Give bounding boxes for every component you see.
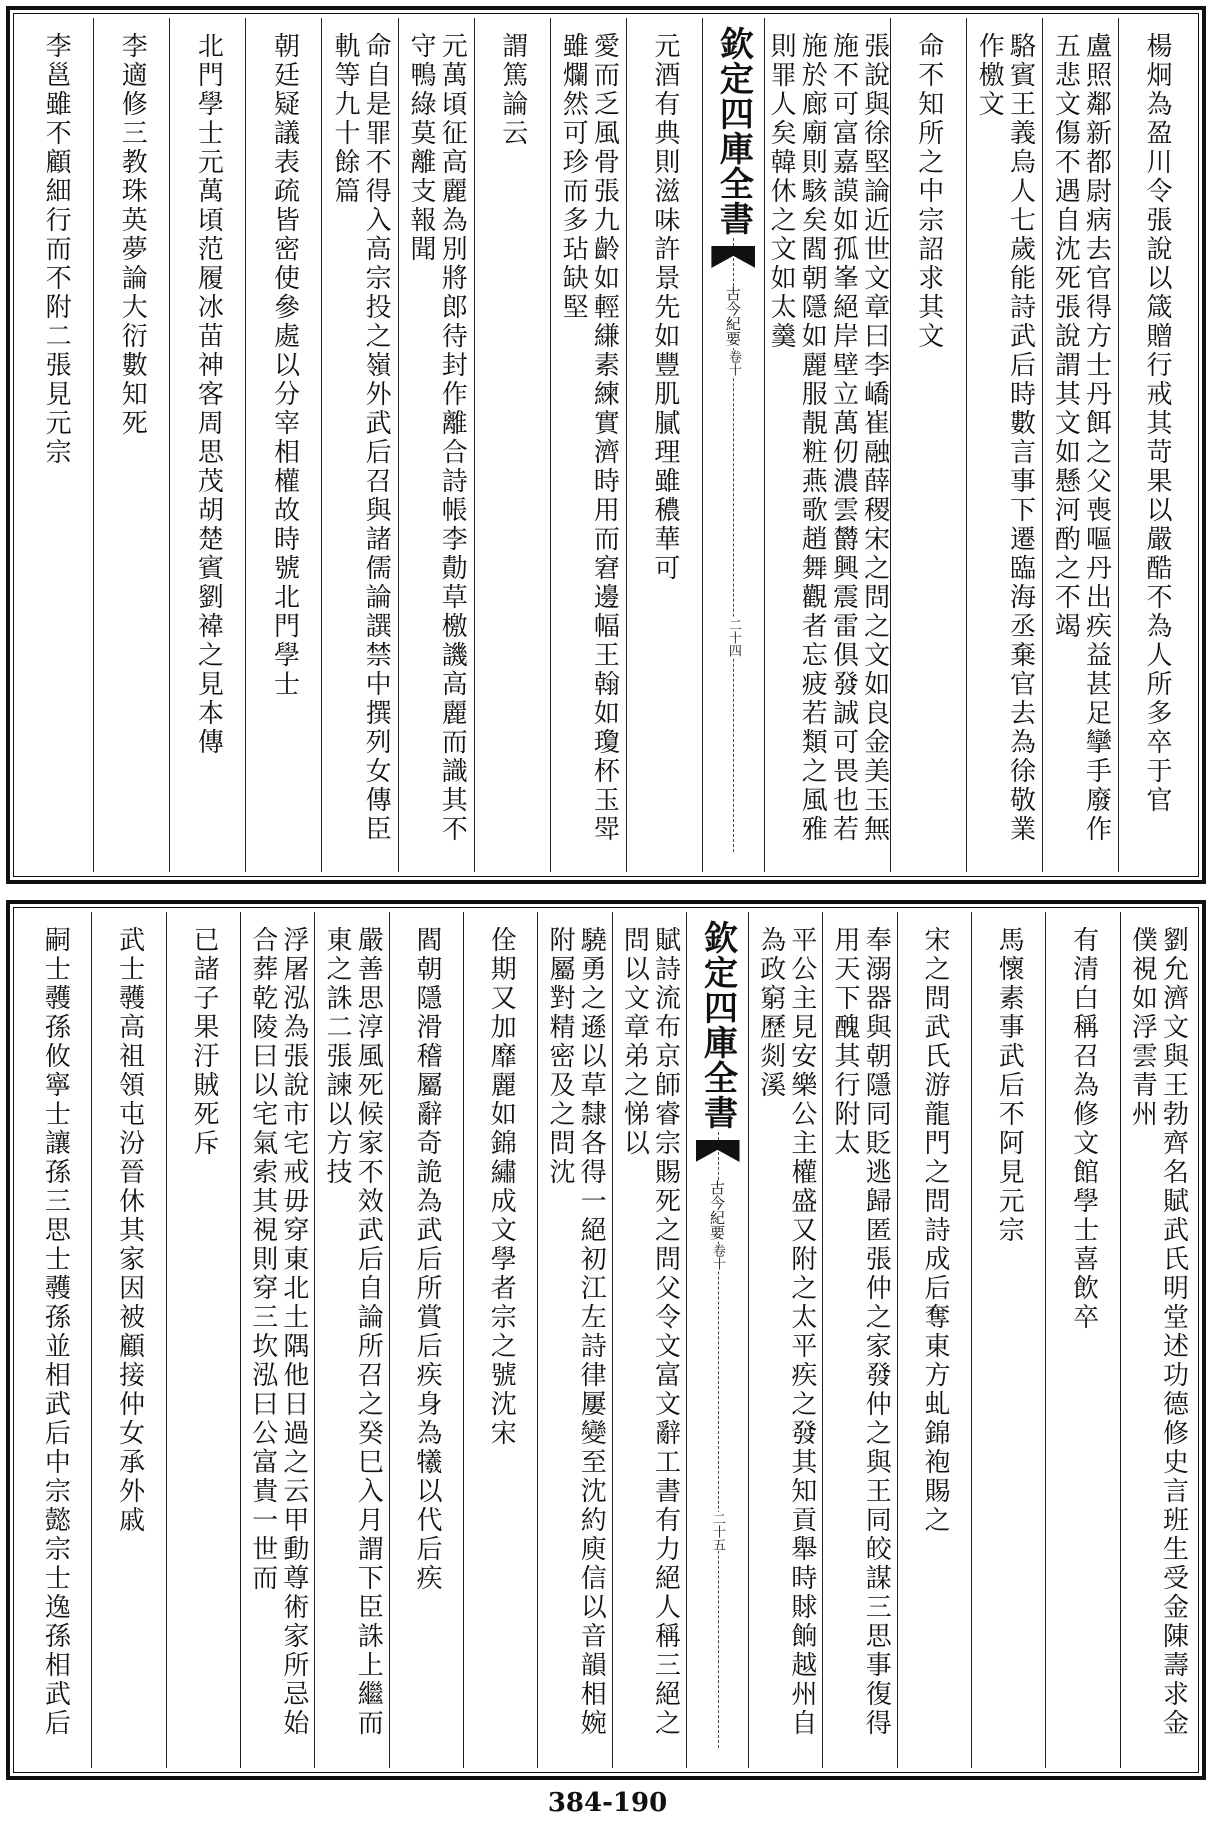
text-column	[18, 912, 91, 1768]
text-column	[748, 912, 822, 1768]
gutter-volume: 卷十	[725, 350, 741, 376]
gutter-book-title: 古今紀要	[723, 286, 742, 346]
text-column	[314, 912, 388, 1768]
text-column	[91, 912, 165, 1768]
text-column	[966, 18, 1042, 872]
gutter-title: 欽定四庫全書	[713, 26, 754, 236]
text-column	[822, 912, 896, 1768]
text-column	[890, 18, 966, 872]
text-column	[1118, 18, 1194, 872]
bottom-page-block	[6, 900, 1206, 1780]
center-gutter	[702, 18, 764, 872]
column-text: 朝廷疑議表疏皆密使參處以分宰相權故時號北門學士	[269, 32, 300, 699]
column-text: 謂篤論云	[497, 32, 528, 148]
column-text: 武士彠高祖領屯汾晉休其家因被顧接仲女承外戚	[114, 926, 145, 1535]
page-number: 384-190	[547, 1788, 668, 1818]
text-column	[626, 18, 702, 872]
column-text: 李邕雖不顧細行而不附二張見元宗	[41, 32, 72, 467]
text-column	[169, 18, 245, 872]
text-column	[18, 18, 93, 872]
gutter-page: 二十五	[710, 1512, 726, 1551]
text-column	[93, 18, 169, 872]
top-columns	[18, 18, 1194, 872]
column-text: 嗣士彠孫攸寧士讓孫三思士彠孫並相武后中宗懿宗士逸孫相武后	[40, 926, 71, 1738]
column-text: 平公主見安樂公主權盛又附之太平疾之發其知貢舉時賕餉越州自為政窮歷剡溪	[755, 926, 817, 1738]
column-text: 張說與徐堅論近世文章曰李嶠崔融薛稷宋之問之文如良金美玉無施不可富嘉謨如孤峯絕岸壁立萬仞濃雲欝興震雷俱發誠可畏也若施於廊廟則駭矣閻朝隱如麗服靚粧燕歌趙舞觀者忘疲若類之風雅則罪人矣韓休之文如太羹	[766, 32, 890, 844]
text-column	[1120, 912, 1194, 1768]
column-text: 愛而乏風骨張九齡如輕縑素練實濟時用而窘邊幅王翰如瓊杯玉斝雖爛然可珍而多玷缺堅	[558, 32, 620, 844]
column-text: 閻朝隱滑稽屬辭奇詭為武后所賞后疾身為犧以代后疾	[411, 926, 442, 1593]
text-column	[474, 18, 550, 872]
text-column	[240, 912, 314, 1768]
text-column	[463, 912, 537, 1768]
column-text: 佺期又加靡麗如錦繡成文學者宗之號沈宋	[486, 926, 517, 1448]
text-column	[398, 18, 474, 872]
column-text: 有清白稱召為修文館學士喜飲卒	[1068, 926, 1099, 1332]
gutter-volume: 卷十	[710, 1244, 726, 1270]
text-column	[1042, 18, 1118, 872]
column-text: 奉溺器與朝隱同貶逃歸匿張仲之家發仲之與王同皎謀三思事復得用天下醜其行附太	[830, 926, 892, 1738]
column-text: 李適修三教珠英夢論大衍數知死	[117, 32, 148, 438]
text-column	[612, 912, 686, 1768]
column-text: 駱賓王義烏人七歲能詩武后時數言事下遷臨海丞棄官去為徐敬業作檄文	[974, 32, 1036, 844]
text-column	[166, 912, 240, 1768]
column-text: 已諸子果汙賊死斥	[188, 926, 219, 1158]
column-text: 劉允濟文與王勃齊名賦武氏明堂述功德修史言班生受金陳壽求金僕視如浮雲青州	[1127, 926, 1189, 1738]
gutter-page: 二十四	[725, 618, 741, 657]
column-text: 驍勇之遜以草隸各得一絕初江左詩律屢變至沈約庾信以音韻相婉附屬對精密及之問沈	[545, 926, 607, 1738]
text-column	[764, 18, 890, 872]
text-column	[550, 18, 626, 872]
center-gutter	[686, 912, 748, 1768]
text-column	[1045, 912, 1119, 1768]
text-column	[897, 912, 971, 1768]
column-text: 嚴善思淳風死候家不效武后自論所召之癸巳入月謂下臣誅上繼而東之誅二張諫以方技	[322, 926, 384, 1738]
column-text: 元酒有典則滋味許景先如豐肌膩理雖穠華可	[649, 32, 680, 583]
gutter-book-title: 古今紀要	[708, 1180, 727, 1240]
top-page-block	[6, 6, 1206, 884]
text-column	[245, 18, 321, 872]
column-text: 北門學士元萬頃范履冰苗神客周思茂胡楚賓劉褘之見本傳	[193, 32, 224, 757]
text-column	[537, 912, 611, 1768]
text-column	[971, 912, 1045, 1768]
column-text: 浮屠泓為張說市宅戒毋穿東北土隅他日過之云甲動尊術家所忌始合葬乾陵曰以宅氣索其視則穿三坎泓曰公富貴一世而	[247, 926, 309, 1738]
column-text: 賦詩流布京師睿宗賜死之問父令文富文辭工書有力絕人稱三絕之問以文章弟之悌以	[619, 926, 681, 1738]
column-text: 宋之問武氏游龍門之問詩成后奪東方虬錦袍賜之	[919, 926, 950, 1535]
column-text: 命不知所之中宗詔求其文	[913, 32, 944, 351]
column-text: 盧照鄰新都尉病去官得方士丹餌之父喪嘔丹出疾益甚足攣手廢作五悲文傷不遇自沈死張說謂其文如懸河酌之不竭	[1050, 32, 1112, 844]
text-column	[321, 18, 397, 872]
column-text: 楊炯為盈川令張說以箴贈行戒其苛果以嚴酷不為人所多卒于官	[1142, 32, 1173, 815]
bottom-columns	[18, 912, 1194, 1768]
column-text: 馬懷素事武后不阿見元宗	[994, 926, 1025, 1245]
column-text: 命自是罪不得入高宗投之嶺外武后召與諸儒論譔禁中撰列女傳臣軌等九十餘篇	[329, 32, 392, 844]
gutter-title: 欽定四庫全書	[697, 920, 738, 1130]
column-text: 元萬頃征高麗為別將郎待封作離合詩帳李勣草檄譏高麗而識其不守鴨綠莫離支報聞	[406, 32, 468, 844]
text-column	[389, 912, 463, 1768]
